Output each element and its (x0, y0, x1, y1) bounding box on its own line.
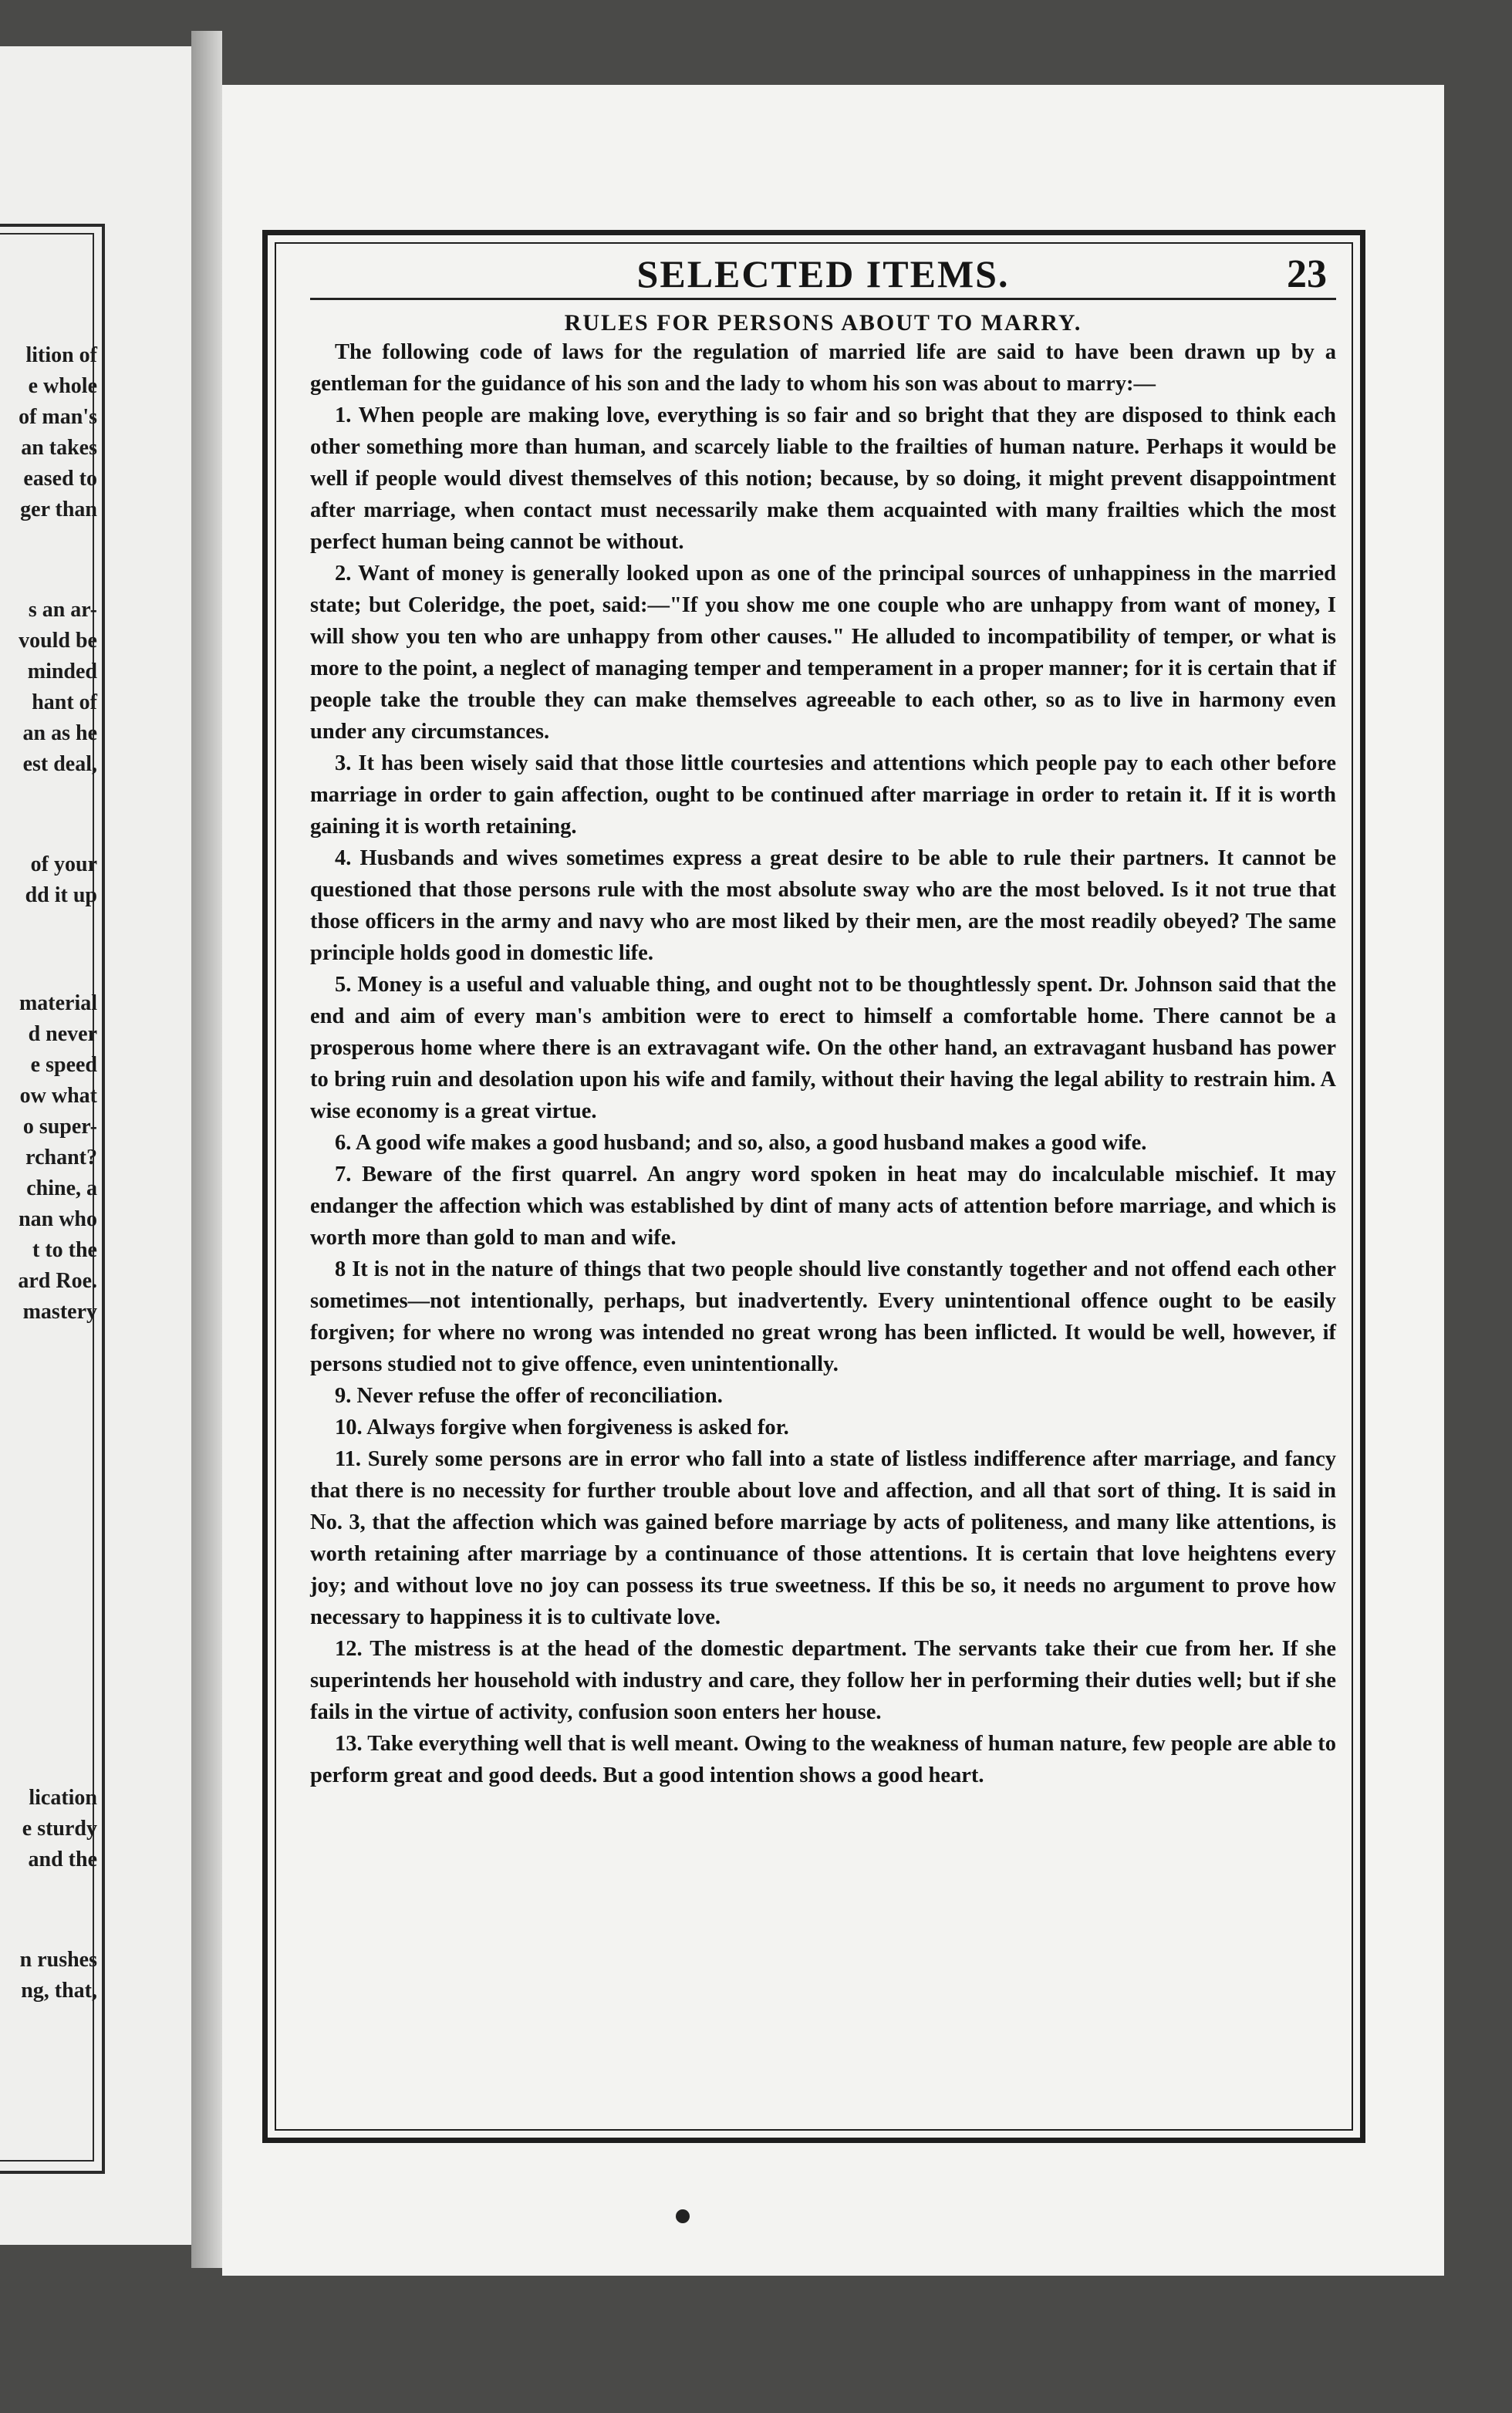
fragment-line: n rushes (19, 1948, 97, 1972)
fragment-line: and the (28, 1848, 97, 1871)
rule-item: 2. Want of money is generally looked upon as one of the principal sources of unhappiness in the married state; but Coleridge, the poet, said:—"If you show me one couple who are unhappy from want of money, I will show you ten who are unhappy from other causes." He alluded to incompatibility of temper, or what is more to the point, a neglect of managing temper and temperament in a proper manner; for it is certain that if people take the trouble they can make themselves agreeable to each other, so as to live in harmony even under any circumstances. (310, 562, 1336, 744)
fragment-line: ng, that, (21, 1979, 97, 2003)
fragment-line: material (19, 991, 97, 1015)
rule-item: 12. The mistress is at the head of the domestic department. The servants take their cue from her. If she superintends her household with industry and care, they follow her in performing their duties well; but if she fails in the virtue of activity, confusion soon enters her house. (310, 1637, 1336, 1724)
rule-item: 4. Husbands and wives sometimes express a great desire to be able to rule their partners. It cannot be questioned that those persons rule with the most absolute sway who are the most beloved. Is it not true that those officers in the army and navy who are most liked by their men, are the most readily obeyed? The same principle holds good in domestic life. (310, 846, 1336, 965)
fragment-line: of your (30, 852, 97, 876)
rule-item: 5. Money is a useful and valuable thing, and ought not to be thoughtlessly spent. Dr. Johnson said that the end and aim of every man's ambition were to erect to himself a comfortable home. There cannot be a prosperous home where there is an extravagant wife. On the other hand, an extravagant husband has power to bring ruin and desolation upon his wife and family, without their having the legal ability to restrain him. A wise economy is a great virtue. (310, 973, 1336, 1123)
rule-item: 10. Always forgive when forgiveness is asked for. (335, 1416, 789, 1439)
fragment-line: rchant? (25, 1146, 97, 1169)
fragment-line: t to the (32, 1238, 97, 1262)
fragment-line: minded (27, 660, 97, 683)
fragment-line: nan who (19, 1207, 97, 1231)
fragment-line: ard Roe. (18, 1269, 97, 1293)
fragment-line: d never (28, 1022, 97, 1046)
fragment-line: lition of (25, 343, 97, 367)
fragment-line: dd it up (25, 883, 97, 907)
fragment-line: est deal, (22, 752, 97, 776)
fragment-line: an as he (22, 721, 97, 745)
rule-item: 13. Take everything well that is well meant. Owing to the weakness of human nature, few people are able to perform great and good deeds. But a good intention shows a good heart. (310, 1732, 1336, 1787)
fragment-line: e sturdy (22, 1817, 97, 1841)
fragment-line: eased to (23, 467, 97, 491)
fragment-line: e speed (30, 1053, 97, 1077)
fragment-line: lication (29, 1786, 97, 1810)
fragment-line: e whole (28, 374, 97, 398)
fragment-line: s an ar- (28, 598, 97, 622)
page-number: 23 (1287, 252, 1327, 296)
fragment-line: chine, a (26, 1176, 97, 1200)
rule-item: 3. It has been wisely said that those little courtesies and attentions which people pay to each other before marriage in order to gain affection, ought to be continued after marriage in order to retain it. If it is worth gaining it is worth retaining. (310, 751, 1336, 839)
book-gutter (191, 31, 222, 2268)
page-content (310, 247, 1336, 2114)
fragment-line: hant of (32, 690, 97, 714)
rule-item: 11. Surely some persons are in error who fall into a state of listless indifference after marriage, and fancy that there is no necessity for further trouble about love and affection, and all that sort of thing. It is said in No. 3, that the affection which was gained before marriage by acts of politeness, and many like attentions, is worth retaining after marriage by a continuance of those attentions. It is certain that love heightens every joy; and without love no joy can possess its true sweetness. If this be so, it needs no argument to prove how necessary to happiness it is to cultivate love. (310, 1447, 1336, 1629)
intro-paragraph: The following code of laws for the regulation of married life are said to have been drawn up by a gentleman for the guidance of his son and the lady to whom his son was about to marry:— (310, 340, 1336, 396)
rule-item: 7. Beware of the first quarrel. An angry word spoken in heat may do incalculable mischief. It may endanger the affection which was established by dint of many acts of attention before marriage, and which is worth more than gold to man and wife. (310, 1163, 1336, 1250)
header-rule (310, 298, 1336, 300)
fragment-line: vould be (19, 629, 97, 653)
article-title: RULES FOR PERSONS ABOUT TO MARRY. (564, 310, 1082, 336)
previous-page-fragment (0, 46, 191, 2245)
fragment-line: o super- (22, 1115, 97, 1139)
fragment-line: of man's (19, 405, 97, 429)
rule-item: 8 It is not in the nature of things that two people should live constantly together and not offend each other sometimes—not intentionally, perhaps, but inadvertently. Every unintentional offence ought to be easily forgiven; for where no wrong was intended no great wrong has been inflicted. It would be well, however, if persons studied not to give offence, even unintentionally. (310, 1257, 1336, 1376)
rules-list (310, 400, 1336, 1791)
rule-item: 1. When people are making love, everything is so fair and so bright that they are disposed to think each other something more than human, and scarcely liable to the frailties of human nature. Perhaps it would be well if people would divest themselves of this notion; because, by so doing, it might prevent disappointment after marriage, when contact must necessarily make them acquainted with many frailties which the most perfect human being cannot be without. (310, 403, 1336, 554)
running-head (310, 247, 1336, 301)
page-ornament (676, 2209, 690, 2223)
page-title: SELECTED ITEMS. (636, 252, 1010, 295)
rule-item: 9. Never refuse the offer of reconciliation. (335, 1384, 723, 1408)
fragment-line: an takes (21, 436, 97, 460)
fragment-line: ow what (19, 1084, 97, 1108)
rule-item: 6. A good wife makes a good husband; and so, also, a good husband makes a good wife. (335, 1131, 1147, 1155)
fragment-line: ger than (20, 498, 97, 521)
fragment-line: mastery (22, 1300, 97, 1324)
